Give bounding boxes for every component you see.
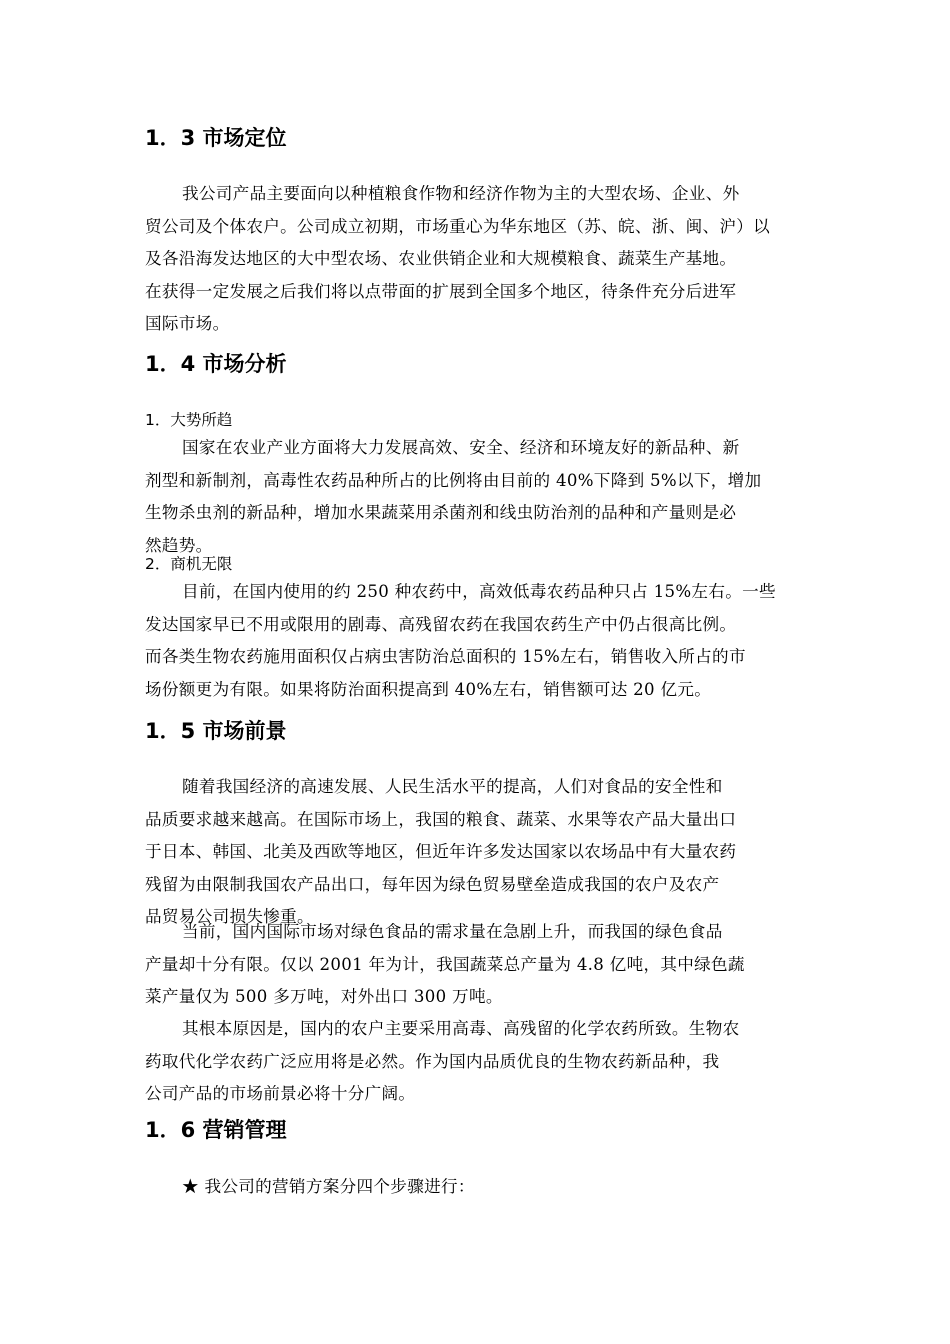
text-line: 其根本原因是，国内的农户主要采用高毒、高残留的化学农药所致。生物农 xyxy=(182,1019,740,1038)
section-heading-1-5: 1．5 市场前景 xyxy=(145,719,287,743)
text-line: 品贸易公司损失惨重。 xyxy=(145,907,314,926)
text-line: 生物杀虫剂的新品种，增加水果蔬菜用杀菌剂和线虫防治剂的品种和产量则是必 xyxy=(145,503,737,522)
text-line: 场份额更为有限。如果将防治面积提高到 40%左右，销售额可达 20 亿元。 xyxy=(145,679,712,699)
paragraph-marketing-intro xyxy=(145,1171,815,1204)
paragraph-outlook-2 xyxy=(145,916,815,1014)
text-line: 贸公司及个体农户。公司成立初期，市场重心为华东地区（苏、皖、浙、闽、沪）以 xyxy=(145,216,771,236)
text-line: 剂型和新制剂，高毒性农药品种所占的比例将由目前的 40%下降到 5%以下，增加 xyxy=(145,470,762,490)
paragraph-outlook-3 xyxy=(145,1013,815,1111)
section-heading-1-4: 1．4 市场分析 xyxy=(145,352,287,376)
subheading-trend: 1．大势所趋 xyxy=(145,411,233,429)
text-line: 国家在农业产业方面将大力发展高效、安全、经济和环境友好的新品种、新 xyxy=(182,438,740,457)
text-line: 随着我国经济的高速发展、人民生活水平的提高，人们对食品的安全性和 xyxy=(182,777,723,796)
text-line: 我公司产品主要面向以种植粮食作物和经济作物为主的大型农场、企业、外 xyxy=(182,184,740,203)
text-line: 品质要求越来越高。在国际市场上，我国的粮食、蔬菜、水果等农产品大量出口 xyxy=(145,809,737,829)
paragraph-outlook-1 xyxy=(145,771,815,934)
paragraph-opportunity xyxy=(145,576,815,706)
text-line: 产量却十分有限。仅以 2001 年为计，我国蔬菜总产量为 4.8 亿吨，其中绿色蔬 xyxy=(145,954,745,974)
text-line: 残留为由限制我国农产品出口，每年因为绿色贸易壁垒造成我国的农户及农产 xyxy=(145,874,720,894)
text-line: 及各沿海发达地区的大中型农场、农业供销企业和大规模粮食、蔬菜生产基地。 xyxy=(145,249,737,268)
paragraph-market-positioning xyxy=(145,178,815,341)
text-line: ★ 我公司的营销方案分四个步骤进行： xyxy=(182,1177,475,1196)
text-line: 然趋势。 xyxy=(145,535,213,555)
text-line: 公司产品的市场前景必将十分广阔。 xyxy=(145,1084,416,1103)
subheading-opportunity: 2．商机无限 xyxy=(145,555,233,573)
text-line: 而各类生物农药施用面积仅占病虫害防治总面积的 15%左右，销售收入所占的市 xyxy=(145,647,746,666)
text-line: 于日本、韩国、北美及西欧等地区，但近年许多发达国家以农场品中有大量农药 xyxy=(145,842,737,861)
text-line: 国际市场。 xyxy=(145,314,230,333)
section-heading-1-3: 1．3 市场定位 xyxy=(145,126,287,150)
text-line: 药取代化学农药广泛应用将是必然。作为国内品质优良的生物农药新品种，我 xyxy=(145,1051,720,1071)
text-line: 在获得一定发展之后我们将以点带面的扩展到全国多个地区，待条件充分后进军 xyxy=(145,281,737,301)
paragraph-trend xyxy=(145,432,815,562)
text-line: 发达国家早已不用或限用的剧毒、高残留农药在我国农药生产中仍占很高比例。 xyxy=(145,614,737,634)
text-line: 目前，在国内使用的约 250 种农药中，高效低毒农药品种只占 15%左右。一些 xyxy=(182,582,776,601)
text-line: 菜产量仅为 500 多万吨，对外出口 300 万吨。 xyxy=(145,987,503,1006)
text-line: 当前，国内国际市场对绿色食品的需求量在急剧上升，而我国的绿色食品 xyxy=(182,922,723,941)
section-heading-1-6: 1．6 营销管理 xyxy=(145,1118,287,1142)
